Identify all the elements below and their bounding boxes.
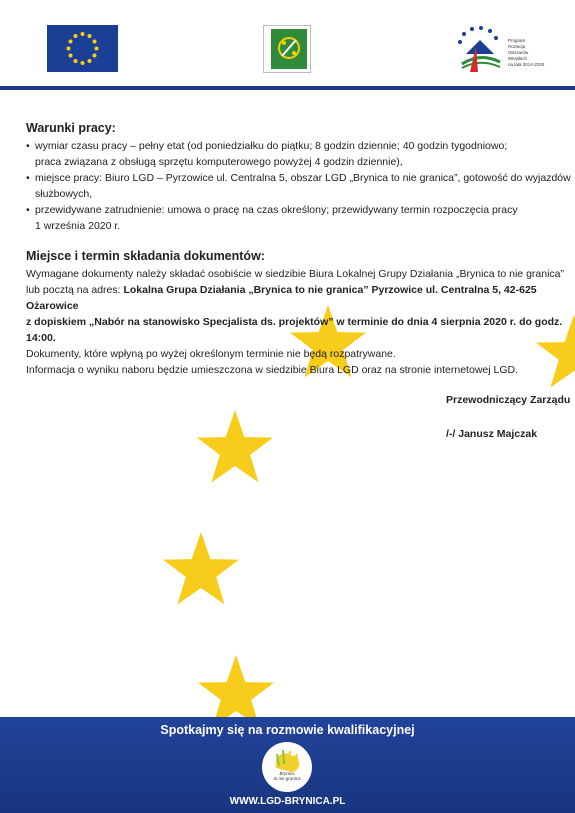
brynica-logo-text bbox=[262, 771, 312, 781]
address-text: Lokalna Grupa Działania „Brynica to nie granica” Pyrzowice ul. Centralna 5, 42-625 Ożarowice bbox=[26, 284, 537, 312]
prow-logo bbox=[452, 24, 547, 76]
eu-flag-logo bbox=[47, 25, 118, 72]
paragraph-line: Informacja o wyniku naboru będzie umieszczona w siedzibie Biura LGD oraz na stronie internetowej LGD. bbox=[26, 364, 518, 376]
eu-stars-icon bbox=[47, 25, 118, 72]
list-item-text: 1 września 2020 r. bbox=[35, 220, 121, 232]
leader-logo bbox=[263, 25, 311, 73]
main-content bbox=[26, 120, 574, 378]
header-divider bbox=[0, 86, 575, 90]
prow-logo-text bbox=[508, 38, 544, 68]
leader-icon bbox=[264, 26, 310, 72]
list-item-text: • przewidywane zatrudnienie: umowa o pracę na czas określony; przewidywany termin rozpoczęcia pracy bbox=[35, 204, 518, 216]
website-link[interactable]: WWW.LGD-BRYNICA.PL bbox=[229, 796, 346, 807]
logo-text-line: to nie granica bbox=[273, 776, 301, 781]
brynica-hand-icon bbox=[262, 742, 312, 792]
list-item-text: • miejsce pracy: Biuro LGD – Pyrzowice ul. Centralna 5, obszar LGD „Brynica to nie granica”, gotowość do wyjazdów bbox=[35, 172, 571, 184]
footer bbox=[0, 717, 575, 813]
paragraph-line: Dokumenty, które wpłyną po wyżej określonym terminie nie będą rozpatrywane. bbox=[26, 348, 396, 360]
prow-text-line: Program bbox=[508, 38, 526, 43]
deadline-text: z dopiskiem „Nabór na stanowisko Specjalista ds. projektów” w terminie do dnia 4 sierpnia 2020 r. do godz. 14:00. bbox=[26, 316, 563, 344]
section-title-submission: Miejsce i termin składania dokumentów: bbox=[26, 249, 265, 263]
prow-emblem-icon bbox=[452, 24, 508, 76]
list-item-text: • wymiar czasu pracy – pełny etat (od poniedziałku do piątku; 8 godzin dziennie; 40 godzin tygodniowo; bbox=[35, 140, 508, 152]
signature-name: /-/ Janusz Majczak bbox=[446, 428, 538, 440]
list-item-text: służbowych, bbox=[35, 188, 93, 200]
conditions-list bbox=[26, 138, 574, 234]
paragraph-text: lub pocztą na adres: bbox=[26, 284, 124, 296]
prow-text-line: Obszarów bbox=[508, 50, 529, 55]
list-item-text: praca związana z obsługą sprzętu komputerowego powyżej 4 godzin dziennie), bbox=[35, 156, 403, 168]
logo-text-line: Brynica bbox=[279, 771, 295, 776]
list-item bbox=[26, 138, 574, 170]
section-title-conditions: Warunki pracy: bbox=[26, 121, 116, 135]
footer-slogan: Spotkajmy się na rozmowie kwalifikacyjnej bbox=[160, 723, 415, 737]
prow-text-line: Rozwoju bbox=[508, 44, 526, 49]
signature-role: Przewodniczący Zarządu bbox=[446, 394, 571, 406]
paragraph-line bbox=[26, 282, 574, 314]
brynica-logo bbox=[262, 742, 312, 792]
prow-text-line: na lata 2014-2020 bbox=[508, 62, 545, 67]
header bbox=[0, 0, 575, 88]
decorative-star-4 bbox=[163, 532, 239, 604]
paragraph-line: Wymagane dokumenty należy składać osobiście w siedzibie Biura Lokalnej Grupy Działania „Brynica to nie granica” bbox=[26, 268, 565, 280]
decorative-star-3 bbox=[197, 410, 273, 482]
prow-text-line: Wiejskich bbox=[508, 56, 528, 61]
list-item bbox=[26, 202, 574, 234]
list-item bbox=[26, 170, 574, 202]
